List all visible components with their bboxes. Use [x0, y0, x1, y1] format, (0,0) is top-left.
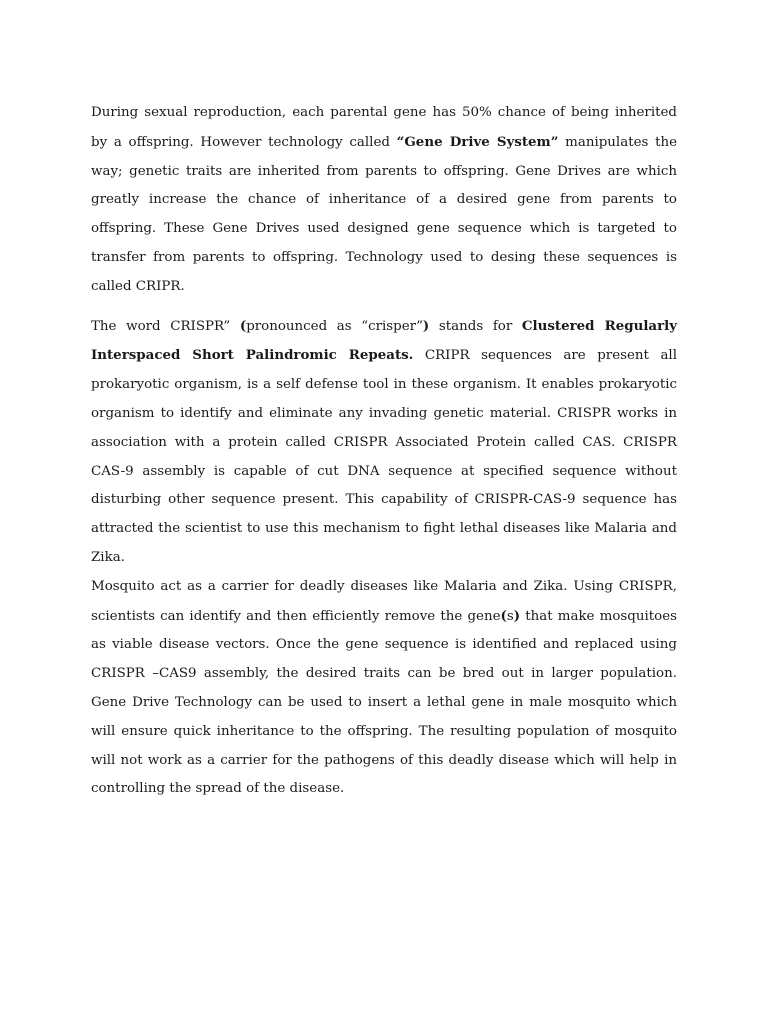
paragraph-segment-bold: “Gene Drive System” — [396, 133, 559, 150]
paragraph-segment-bold: ( — [500, 607, 507, 624]
paragraph-segment: stands for — [429, 318, 522, 334]
paragraph-segment: that make mosquitoes as viable disease vectors. Once the gene sequence is identified and replaced using CRISPR –CAS9 assembly, the desired traits can be bred out in larger population. Gene Drive Technology can be used to insert a lethal gene in male mosquito which will ensure quick inheritance to the offspring. The resulting population of mosquito will not work as a carrier for the pathogens of this deadly disease which will help in controlling the spread of the disease. — [91, 608, 677, 797]
paragraph-segment-bold: ( — [239, 317, 247, 334]
paragraph-gene-drive — [91, 99, 677, 302]
paragraph-crispr — [91, 312, 677, 573]
paragraph-mosquito — [91, 573, 677, 804]
paragraph-segment: Mosquito act as a carrier for deadly diseases like Malaria and Zika. Using CRISPR, scientists can identify and then efficiently remove the gene — [91, 578, 677, 624]
paragraph-segment-bold: ) — [513, 607, 521, 624]
paragraph-segment: During sexual reproduction, each parental gene has 50% chance of being inherited by a offspring. However technology called — [91, 105, 677, 150]
document-body — [91, 99, 677, 804]
paragraph-segment: pronounced as “crisper” — [246, 318, 423, 334]
paragraph-segment: The word CRISPR” — [91, 318, 240, 334]
paragraph-segment-bold: Clustered Regularly Interspaced Short Palindromic Repeats. — [91, 317, 677, 364]
paragraph-segment: CRIPR sequences are present all prokaryotic organism, is a self defense tool in these organism. It enables prokaryotic organism to identify and eliminate any invading genetic material. CRISPR works in association with a protein called CRISPR Associated Protein called CAS. CRISPR CAS-9 assembly is capable of cut DNA sequence at specified sequence without disturbing other sequence present. This capability of CRISPR-CAS-9 sequence has attracted the scientist to use this mechanism to fight lethal diseases like Malaria and Zika. — [91, 348, 677, 565]
paragraph-segment: s — [506, 608, 514, 624]
paragraph-segment: manipulates the way; genetic traits are inherited from parents to offspring. Gene Drives are which greatly increase the chance of inheritance of a desired gene from parents to offspring. These Gene Drives used designed gene sequence which is targeted to transfer from parents to offspring. Technology used to desing these sequences is called CRIPR. — [91, 134, 678, 294]
paragraph-segment-bold: ) — [422, 317, 430, 334]
